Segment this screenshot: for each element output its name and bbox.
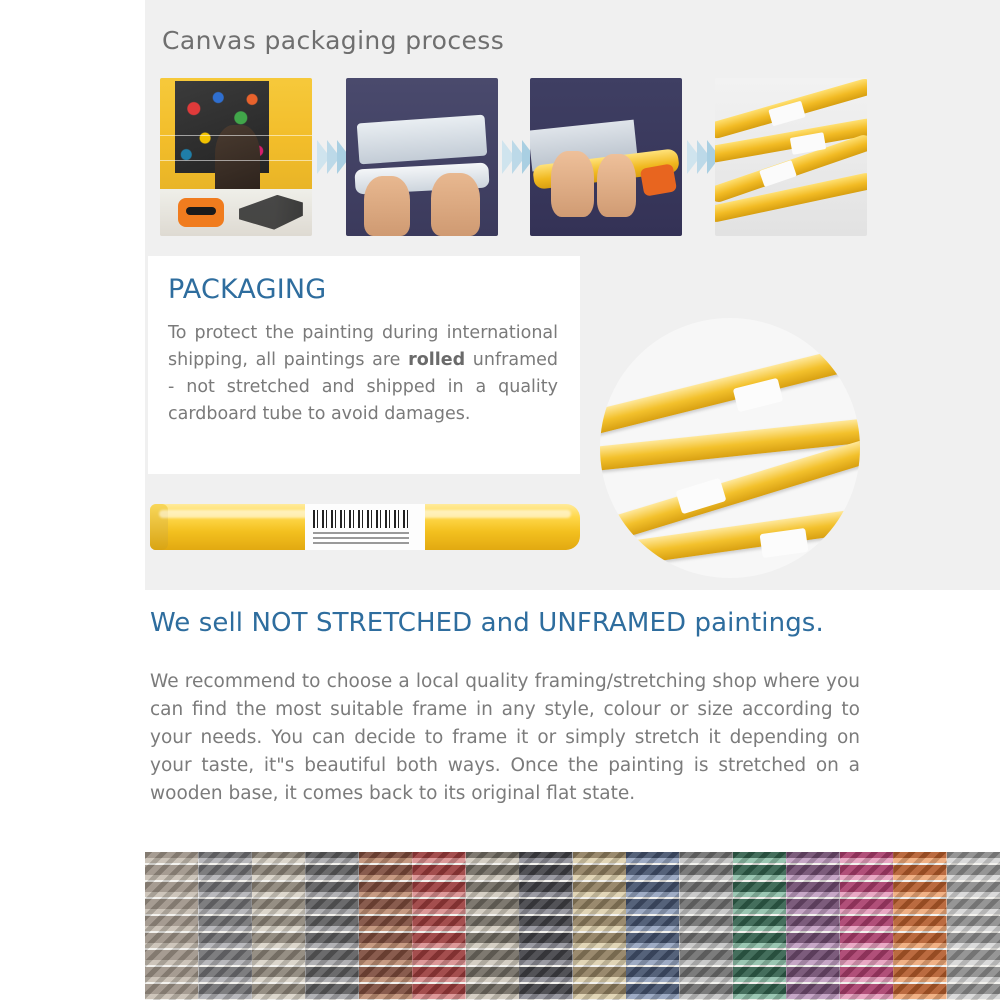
- frame-chevron-shadow: [359, 852, 412, 1000]
- shipping-tube-photo: [150, 488, 580, 566]
- frame-column-10: [626, 852, 679, 1000]
- tube-label: [760, 528, 809, 558]
- frame-column-6: [412, 852, 465, 1000]
- wrap-plastic-photo: [346, 78, 498, 236]
- barcode-icon: [313, 510, 409, 528]
- right-hand: [431, 173, 480, 236]
- frame-column-7: [466, 852, 519, 1000]
- frame-chevron-shadow: [893, 852, 946, 1000]
- frame-column-9: [573, 852, 626, 1000]
- page-headline: We sell NOT STRETCHED and UNFRAMED paintings.: [150, 608, 824, 638]
- frame-column-5: [359, 852, 412, 1000]
- packaging-body-part2: unframed - not stretched and shipped in a quality cardboard tube to avoid damages.: [168, 350, 558, 424]
- frame-chevron-shadow: [198, 852, 251, 1000]
- cut-canvas-photo: [160, 78, 312, 236]
- frame-chevron-shadow: [840, 852, 893, 1000]
- frame-column-12: [733, 852, 786, 1000]
- tubes-closeup-photo: [600, 318, 860, 578]
- process-title: Canvas packaging process: [162, 26, 505, 55]
- frame-chevron-shadow: [519, 852, 572, 1000]
- frame-column-3: [252, 852, 305, 1000]
- step-arrow-1: [317, 140, 347, 174]
- frame-chevron-shadow: [626, 852, 679, 1000]
- packaging-body-emphasis: rolled: [408, 350, 466, 370]
- packed-tubes-photo: [715, 78, 867, 236]
- frame-chevron-shadow: [679, 852, 732, 1000]
- frame-chevron-shadow: [412, 852, 465, 1000]
- frame-chevron-shadow: [145, 852, 198, 1000]
- frame-column-14: [840, 852, 893, 1000]
- frame-chevron-shadow: [305, 852, 358, 1000]
- frame-column-11: [679, 852, 732, 1000]
- frame-chevron-shadow: [466, 852, 519, 1000]
- process-photo-row: [160, 78, 890, 238]
- frame-column-16: [947, 852, 1000, 1000]
- frame-column-2: [198, 852, 251, 1000]
- packaging-body: [168, 320, 558, 428]
- frame-chevron-shadow: [733, 852, 786, 1000]
- frame-column-15: [893, 852, 946, 1000]
- frame-chevron-shadow: [786, 852, 839, 1000]
- left-hand: [364, 176, 410, 236]
- frame-chevron-shadow: [947, 852, 1000, 1000]
- left-hand: [551, 151, 594, 217]
- label-text-lines: [313, 532, 409, 544]
- packaging-heading: PACKAGING: [168, 274, 327, 305]
- recommendation-paragraph: We recommend to choose a local quality framing/stretching shop where you can find the most suitable frame in any style, colour or size according to your needs. You can decide to frame it or simply stretch it depending on your taste, it"s beautiful both ways. Once the painting is stretched on a wooden base, it comes back to its original flat state.: [150, 671, 860, 804]
- frame-column-4: [305, 852, 358, 1000]
- step-arrow-3: [687, 140, 717, 174]
- right-hand: [597, 154, 637, 217]
- frame-column-8: [519, 852, 572, 1000]
- roll-tube-photo: [530, 78, 682, 236]
- frame-column-13: [786, 852, 839, 1000]
- artwork-figure: [215, 125, 261, 198]
- frame-chevron-shadow: [252, 852, 305, 1000]
- cutter-tool: [178, 198, 224, 226]
- frame-samples-strip: [145, 852, 1000, 1000]
- step-arrow-2: [502, 140, 532, 174]
- frame-chevron-shadow: [573, 852, 626, 1000]
- frame-column-1: [145, 852, 198, 1000]
- packaging-body-part1: To protect the painting during international shipping, all paintings are: [168, 323, 558, 370]
- packaging-card: [148, 256, 580, 474]
